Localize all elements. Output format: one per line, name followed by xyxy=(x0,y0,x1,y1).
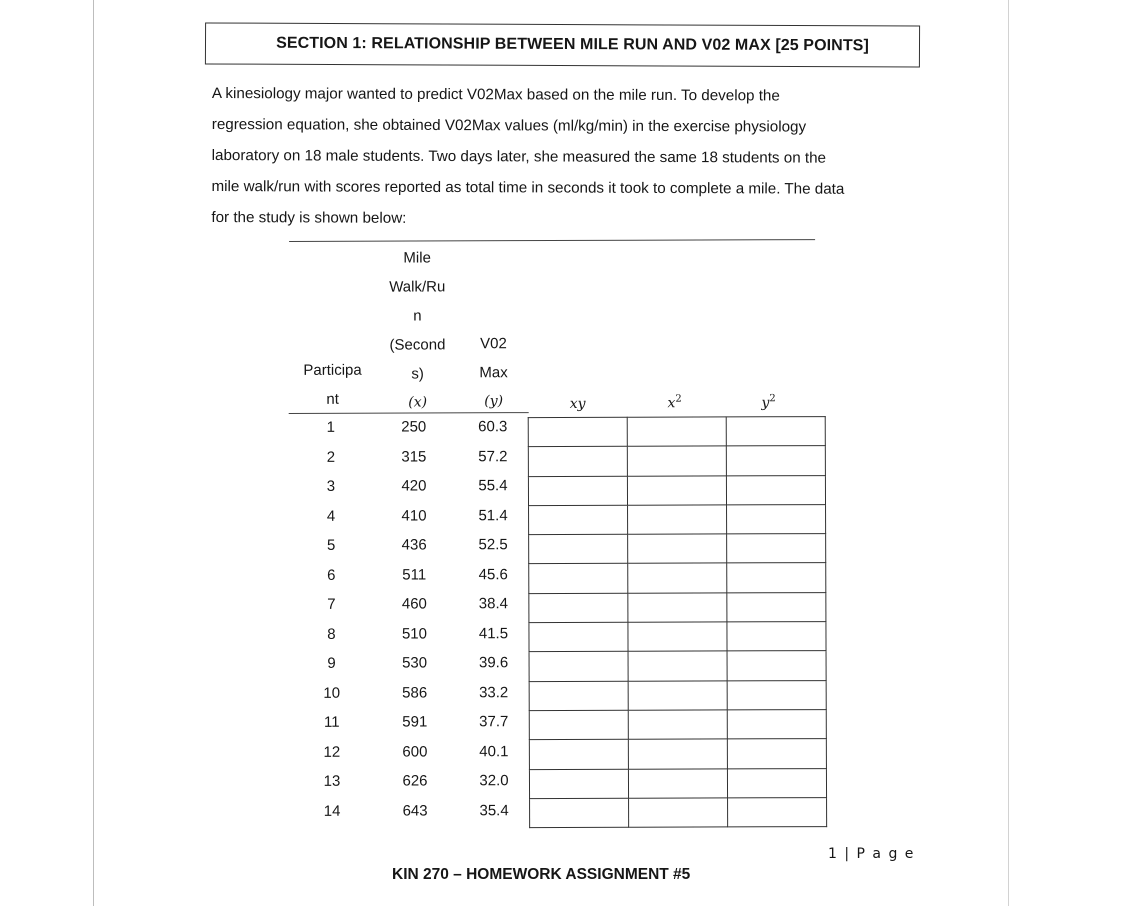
header-v02-max xyxy=(465,329,521,416)
v02max-cell: 35.4 xyxy=(479,801,509,819)
participant-cell: 8 xyxy=(327,625,336,643)
participant-cell: 3 xyxy=(326,477,336,495)
participant-cell: 1 xyxy=(326,418,335,436)
x-squared-answer-cell[interactable] xyxy=(627,476,726,506)
v02max-cell: 51.4 xyxy=(478,506,508,524)
header-mile-line: (Second xyxy=(389,336,446,354)
header-v02-variable: (y) xyxy=(484,393,504,410)
mile-seconds-cell: 420 xyxy=(401,477,427,495)
answer-grid-row xyxy=(529,710,826,740)
xy-answer-cell[interactable] xyxy=(529,740,628,770)
xy-answer-cell[interactable] xyxy=(529,505,628,535)
y-squared-answer-cell[interactable] xyxy=(727,592,826,622)
v02max-cell: 37.7 xyxy=(479,713,509,731)
answer-grid-row xyxy=(529,622,826,652)
mile-seconds-cell: 626 xyxy=(402,772,428,790)
x-squared-answer-cell[interactable] xyxy=(628,681,727,711)
x-squared-answer-cell[interactable] xyxy=(628,593,727,623)
x-squared-answer-cell[interactable] xyxy=(628,651,727,681)
xy-answer-cell[interactable] xyxy=(529,564,628,594)
y-squared-answer-cell[interactable] xyxy=(727,739,826,769)
header-mile-line: Mile xyxy=(403,249,431,267)
x-squared-answer-cell[interactable] xyxy=(628,563,727,593)
x-squared-answer-cell[interactable] xyxy=(628,710,727,740)
participant-cell: 5 xyxy=(326,536,336,554)
xy-answer-cell[interactable] xyxy=(529,769,628,799)
answer-grid-row xyxy=(529,534,826,564)
mile-seconds-cell: 586 xyxy=(402,683,428,702)
mile-seconds-cell: 591 xyxy=(402,713,428,731)
header-participant-line: Participa xyxy=(303,361,362,379)
answer-grid-row xyxy=(529,680,826,710)
mile-seconds-cell: 511 xyxy=(402,565,427,584)
xy-answer-cell[interactable] xyxy=(528,476,627,506)
header-y-exponent: 2 xyxy=(769,393,776,405)
xy-answer-cell[interactable] xyxy=(528,447,627,477)
v02max-cell: 52.5 xyxy=(478,536,508,554)
x-squared-answer-cell[interactable] xyxy=(628,534,727,564)
header-v02-line: Max xyxy=(479,364,508,382)
x-squared-answer-cell[interactable] xyxy=(628,622,727,652)
answer-grid-row xyxy=(529,592,826,622)
header-v02-line: V02 xyxy=(480,335,507,353)
participant-cell: 12 xyxy=(323,743,341,761)
footer-course-title: KIN 270 – HOMEWORK ASSIGNMENT #5 xyxy=(392,866,691,883)
answer-grid-row xyxy=(529,504,826,534)
header-participant-line: nt xyxy=(326,390,339,408)
xy-answer-cell[interactable] xyxy=(529,593,628,623)
answer-grid xyxy=(528,416,827,828)
mile-seconds-cell: 510 xyxy=(401,624,428,643)
xy-answer-cell[interactable] xyxy=(529,622,628,652)
participant-cell: 2 xyxy=(326,448,336,466)
xy-answer-cell[interactable] xyxy=(529,652,628,682)
answer-grid-row xyxy=(529,739,826,769)
header-x-squared xyxy=(650,394,700,412)
intro-line: A kinesiology major wanted to predict V02Max based on the mile run. To develop the xyxy=(211,84,780,105)
header-mile-line: s) xyxy=(411,365,424,383)
mile-seconds-cell: 436 xyxy=(401,536,427,554)
section-title: SECTION 1: RELATIONSHIP BETWEEN MILE RUN AND V02 MAX [25 POINTS] xyxy=(276,34,869,55)
header-xy: xy xyxy=(569,395,586,412)
answer-grid-row xyxy=(529,768,826,798)
v02max-cell: 40.1 xyxy=(479,742,509,760)
answer-grid-row xyxy=(528,475,825,505)
page-number: 1 | P a g e xyxy=(828,846,915,862)
x-squared-answer-cell[interactable] xyxy=(629,798,728,828)
header-y-squared xyxy=(744,393,794,411)
mile-seconds-cell: 250 xyxy=(401,418,427,436)
header-participant xyxy=(291,356,373,414)
answer-grid-row xyxy=(529,563,826,593)
y-squared-answer-cell[interactable] xyxy=(726,446,825,476)
intro-line: laboratory on 18 male students. Two days later, she measured the same 18 students on the xyxy=(211,146,827,167)
participant-cell: 9 xyxy=(327,654,336,672)
v02max-cell: 55.4 xyxy=(478,477,508,495)
participant-cell: 13 xyxy=(323,772,341,790)
header-mile-line: n xyxy=(413,307,422,325)
v02max-cell: 60.3 xyxy=(478,418,508,436)
x-squared-answer-cell[interactable] xyxy=(627,417,726,447)
xy-answer-cell[interactable] xyxy=(529,710,628,740)
v02max-cell: 57.2 xyxy=(478,447,508,465)
answer-grid-row xyxy=(529,651,826,681)
y-squared-answer-cell[interactable] xyxy=(727,563,826,593)
xy-answer-cell[interactable] xyxy=(528,417,627,447)
header-mile-walk-run xyxy=(377,243,458,417)
participant-cell: 10 xyxy=(323,684,341,702)
intro-line: regression equation, she obtained V02Max values (ml/kg/min) in the exercise physiology xyxy=(211,115,807,136)
y-squared-answer-cell[interactable] xyxy=(728,797,827,827)
y-squared-answer-cell[interactable] xyxy=(727,651,826,681)
mile-seconds-cell: 530 xyxy=(402,654,428,672)
v02max-cell: 45.6 xyxy=(478,565,508,583)
intro-line: for the study is shown below: xyxy=(211,208,407,227)
v02max-cell: 33.2 xyxy=(479,683,509,701)
y-squared-answer-cell[interactable] xyxy=(727,534,826,564)
mile-seconds-cell: 643 xyxy=(402,801,428,820)
participant-cell: 6 xyxy=(327,566,336,584)
y-squared-answer-cell[interactable] xyxy=(727,710,826,740)
y-squared-answer-cell[interactable] xyxy=(727,768,826,798)
v02max-cell: 32.0 xyxy=(479,772,509,790)
answer-grid-row xyxy=(528,446,825,476)
x-squared-answer-cell[interactable] xyxy=(628,768,727,798)
answer-grid-row xyxy=(528,417,825,447)
v02max-cell: 41.5 xyxy=(478,624,509,642)
mile-seconds-cell: 600 xyxy=(402,742,428,761)
mile-seconds-cell: 410 xyxy=(401,506,427,525)
participant-cell: 7 xyxy=(327,595,336,613)
header-y-base: y xyxy=(761,394,770,411)
xy-answer-cell[interactable] xyxy=(529,534,628,564)
y-squared-answer-cell[interactable] xyxy=(727,504,826,534)
y-squared-answer-cell[interactable] xyxy=(726,475,825,505)
v02max-cell: 39.6 xyxy=(478,654,509,672)
y-squared-answer-cell[interactable] xyxy=(726,417,825,447)
intro-line: mile walk/run with scores reported as total time in seconds it took to complete a mile. The data xyxy=(211,177,845,198)
answer-grid-row xyxy=(530,797,827,827)
table-top-rule xyxy=(289,239,815,242)
y-squared-answer-cell[interactable] xyxy=(727,622,826,652)
xy-answer-cell[interactable] xyxy=(530,798,629,828)
participant-cell: 11 xyxy=(323,713,340,731)
participant-cell: 4 xyxy=(326,507,336,525)
participant-cell: 14 xyxy=(323,802,341,820)
header-mile-variable: (x) xyxy=(408,394,428,411)
header-x-exponent: 2 xyxy=(675,393,682,405)
mile-seconds-cell: 460 xyxy=(401,595,427,613)
mile-seconds-cell: 315 xyxy=(401,447,427,466)
header-x-base: x xyxy=(667,395,676,412)
xy-answer-cell[interactable] xyxy=(529,681,628,711)
x-squared-answer-cell[interactable] xyxy=(628,739,727,769)
x-squared-answer-cell[interactable] xyxy=(627,446,726,476)
header-mile-line: Walk/Ru xyxy=(389,278,446,296)
v02max-cell: 38.4 xyxy=(478,595,508,613)
y-squared-answer-cell[interactable] xyxy=(727,680,826,710)
x-squared-answer-cell[interactable] xyxy=(628,505,727,535)
